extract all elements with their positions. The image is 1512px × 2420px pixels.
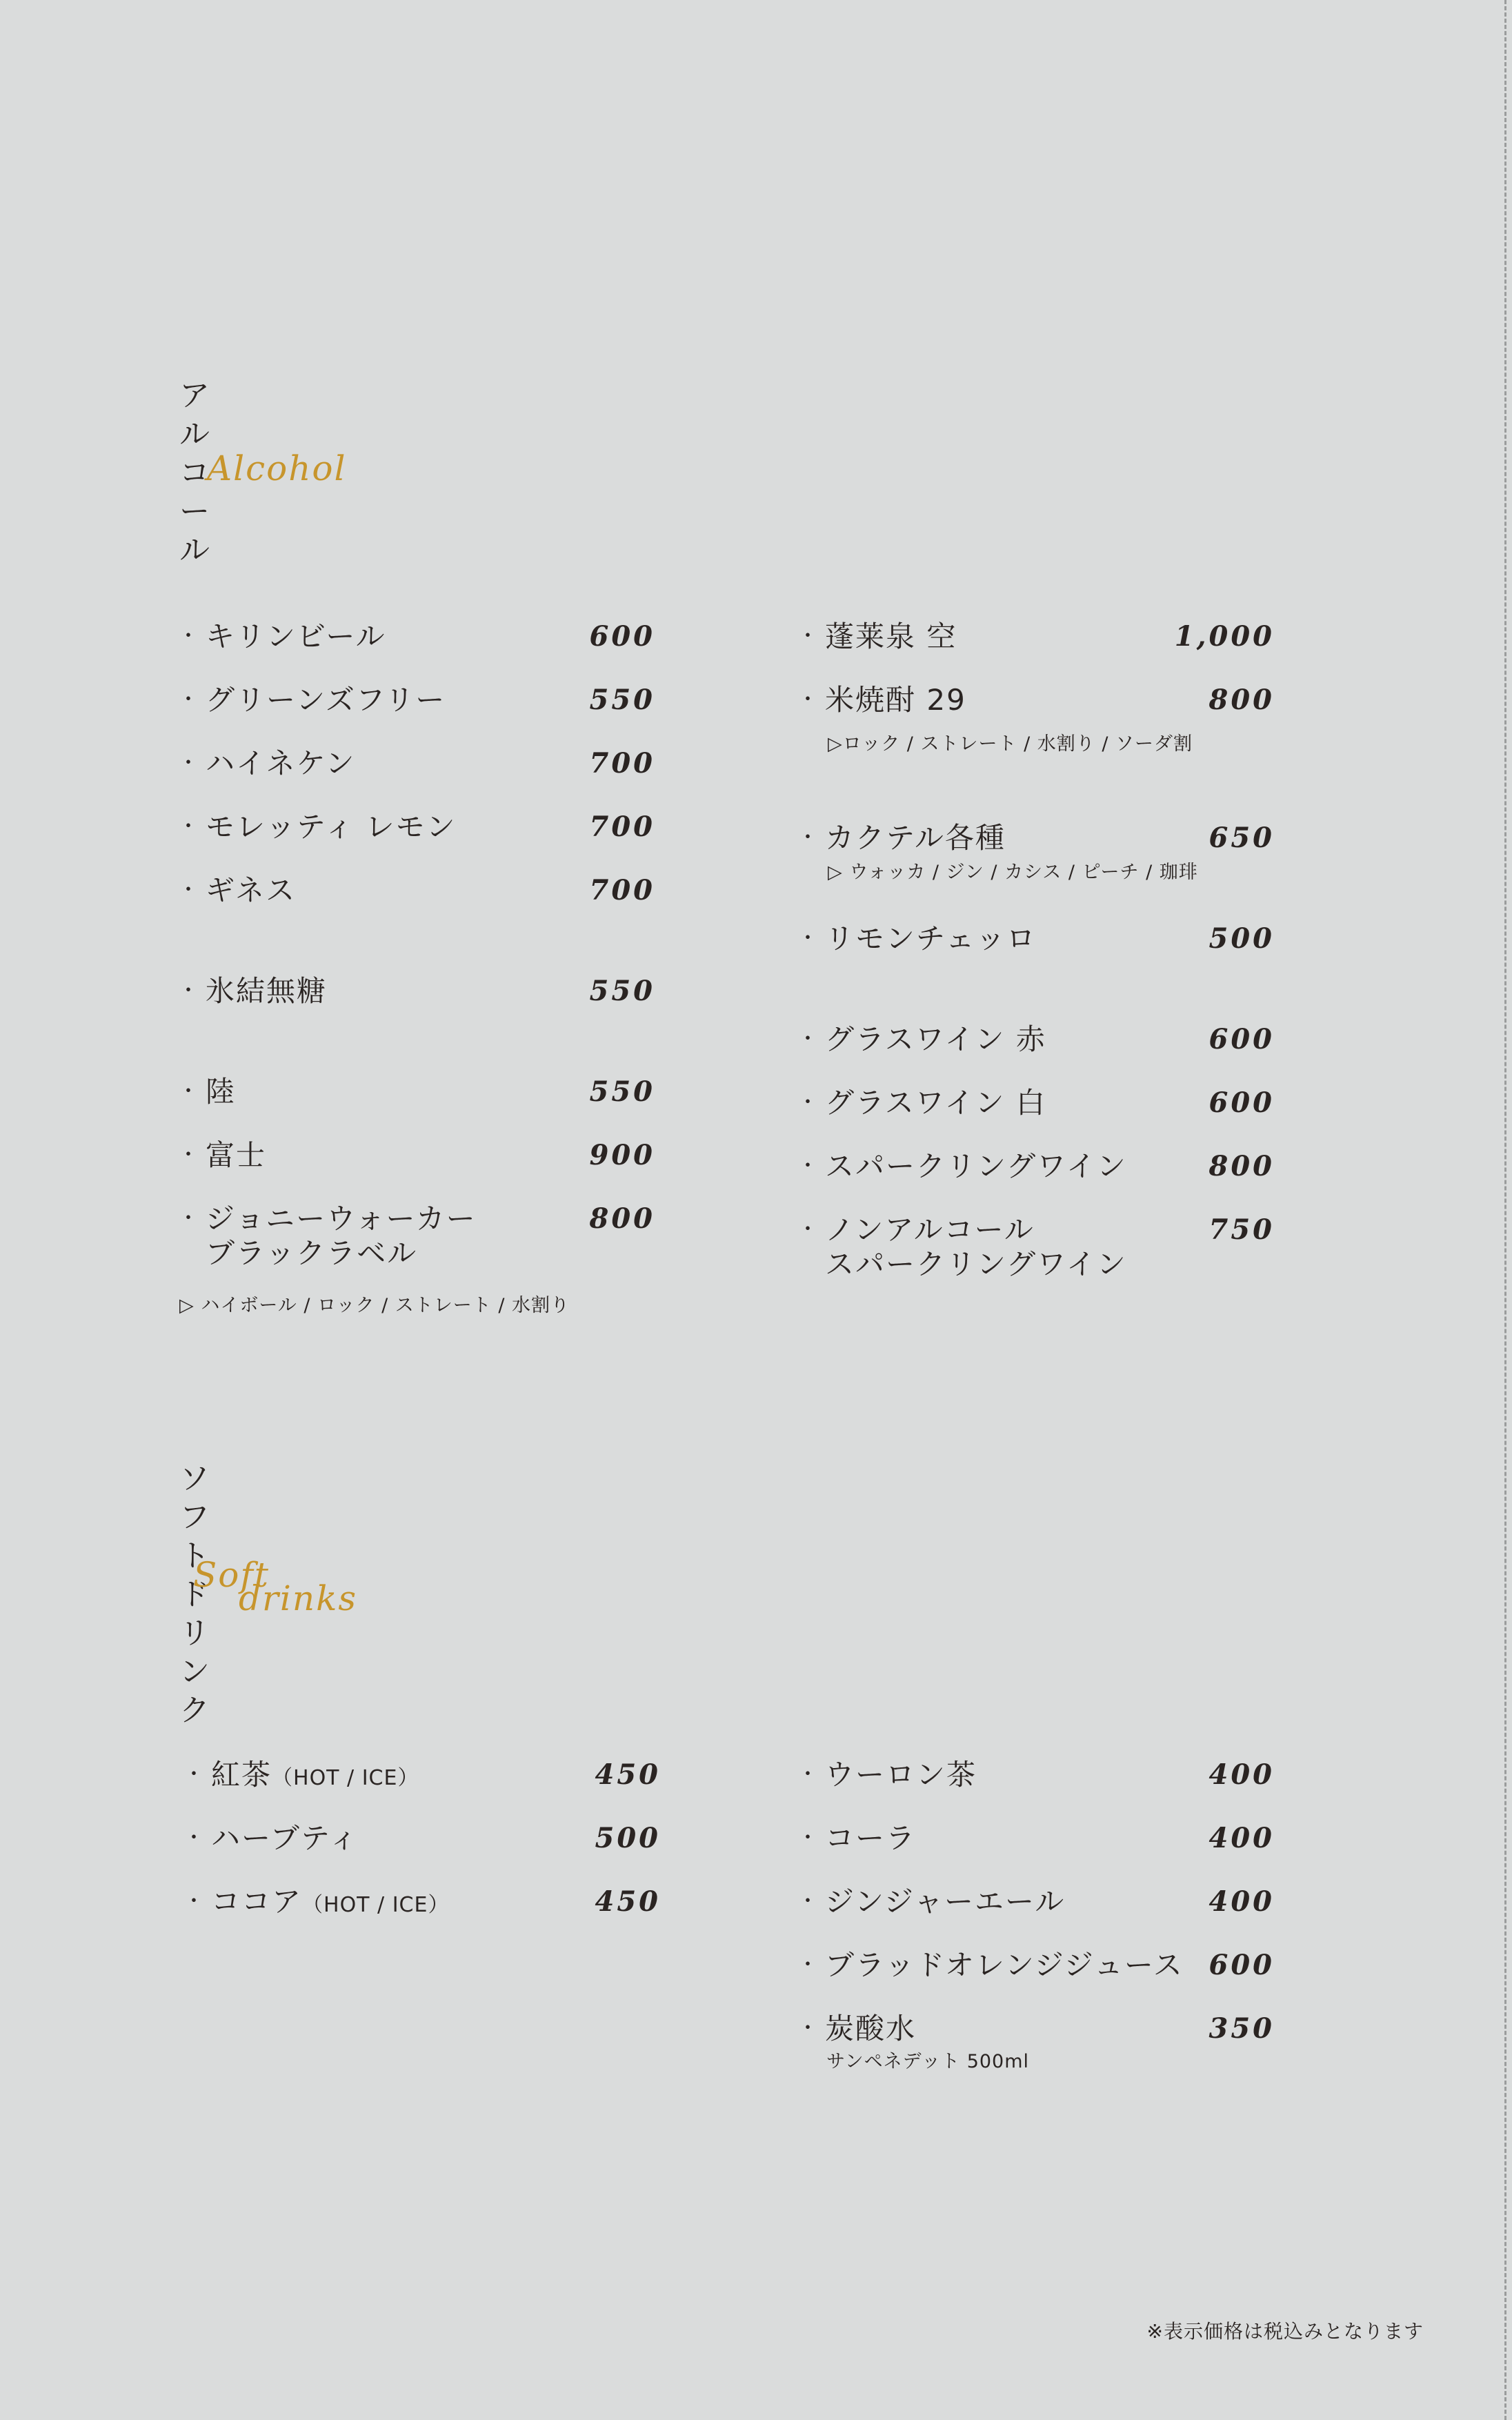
item-price: 500 [1208,922,1275,955]
item-price: 700 [589,874,655,906]
menu-item [797,1213,1275,1282]
item-name: ココア（HOT / ICE） [211,1885,450,1918]
bullet: ・ [797,688,818,712]
item-price: 550 [589,684,655,716]
bullet: ・ [178,878,199,902]
bullet: ・ [797,1027,818,1051]
item-price: 700 [589,811,655,843]
bullet: ・ [183,1890,204,1914]
item-name: 蓬莱泉 空 [825,619,957,653]
item-name: グラスワイン 白 [825,1086,1046,1120]
item-name: ハイネケン [206,746,356,780]
bullet: ・ [797,1154,818,1178]
bullet: ・ [797,1826,818,1850]
bullet: ・ [797,826,818,850]
bullet: ・ [797,1953,818,1977]
item-name-line2: ブラックラベル [206,1236,418,1270]
item-price: 800 [1208,684,1275,716]
fold-guide-line [1504,0,1506,2420]
item-price: 600 [1208,1087,1275,1119]
item-name: 富士 [206,1138,267,1172]
item-name: ハーブティ [211,1821,359,1855]
item-price: 900 [589,1139,655,1171]
bullet: ・ [178,624,199,648]
item-price: 650 [1208,822,1275,854]
bullet: ・ [178,1207,199,1231]
tax-included-note: ※表示価格は税込みとなります [1146,2320,1424,2343]
soft-drinks-title-en-2: drinks [239,1578,358,1618]
item-price: 400 [1208,1758,1275,1791]
item-price: 550 [589,1075,655,1108]
item-name: ジョニーウォーカー [206,1202,477,1236]
item-price: 550 [589,975,655,1007]
bullet: ・ [797,926,818,951]
alcohol-title-jp: ア ル コ ー ル [179,378,210,568]
menu-item [178,1202,655,1271]
item-name: ジンジャーエール [825,1885,1066,1918]
item-name: グラスワイン 赤 [825,1022,1046,1056]
item-price: 800 [589,1202,655,1235]
bullet: ・ [178,1080,199,1104]
item-price: 450 [595,1758,661,1791]
whisky-serving-note: ▷ ハイボール / ロック / ストレート / 水割り [179,1295,570,1316]
bullet: ・ [183,1826,204,1850]
bullet: ・ [178,979,199,1003]
item-name: 氷結無糖 [206,974,328,1008]
bullet: ・ [797,624,818,648]
item-name: ブラッドオレンジジュース [825,1948,1184,1982]
item-price: 700 [589,747,655,780]
alcohol-title-en: Alcohol [207,448,347,488]
item-price: 600 [1208,1949,1275,1981]
bullet: ・ [178,751,199,775]
item-name: ギネス [206,873,297,907]
item-price: 750 [1208,1213,1275,1246]
item-name: スパークリングワイン [825,1149,1127,1183]
item-price: 400 [1208,1885,1275,1918]
item-name: リモンチェッロ [825,922,1037,955]
soft-drinks-title-jp: ソ フ ト ド リ ン ク [179,1461,210,1728]
bullet: ・ [183,1763,204,1787]
item-name: モレッティ レモン [206,810,457,844]
shochu-serving-note: ▷ロック / ストレート / 水割り / ソーダ割 [828,733,1193,755]
item-price: 1,000 [1174,620,1275,653]
item-name: グリーンズフリー [206,683,446,717]
item-temp-option: （HOT / ICE） [302,1893,450,1917]
item-name: ウーロン茶 [825,1758,977,1792]
item-temp-option: （HOT / ICE） [272,1766,419,1790]
item-name: キリンビール [206,619,386,653]
item-name: 紅茶（HOT / ICE） [211,1758,419,1792]
bullet: ・ [178,688,199,712]
item-price: 800 [1208,1150,1275,1182]
item-name: コーラ [825,1821,917,1855]
item-name: ノンアルコール [825,1213,1035,1247]
bullet: ・ [178,815,199,839]
item-name-line2: スパークリングワイン [825,1247,1127,1281]
item-price: 450 [595,1885,661,1918]
soft-drinks-title-en-1: Soft [193,1555,270,1595]
item-name: 炭酸水 [825,2012,917,2045]
cocktail-variety-note: ▷ ウォッカ / ジン / カシス / ピーチ / 珈琲 [828,862,1198,883]
bullet: ・ [797,1890,818,1914]
item-price: 600 [1208,1023,1275,1055]
item-price: 350 [1208,2012,1275,2045]
sparkling-water-brand-note: サンペネデット 500ml [826,2051,1030,2072]
bullet: ・ [797,1091,818,1115]
item-price: 400 [1208,1822,1275,1854]
item-name: 陸 [206,1075,237,1109]
item-name: カクテル各種 [825,821,1006,855]
item-price: 600 [589,620,655,653]
bullet: ・ [797,1763,818,1787]
bullet: ・ [178,1143,199,1167]
item-price: 500 [595,1822,661,1854]
bullet: ・ [797,2016,818,2041]
bullet: ・ [797,1218,818,1242]
item-name: 米焼酎 29 [825,683,966,717]
